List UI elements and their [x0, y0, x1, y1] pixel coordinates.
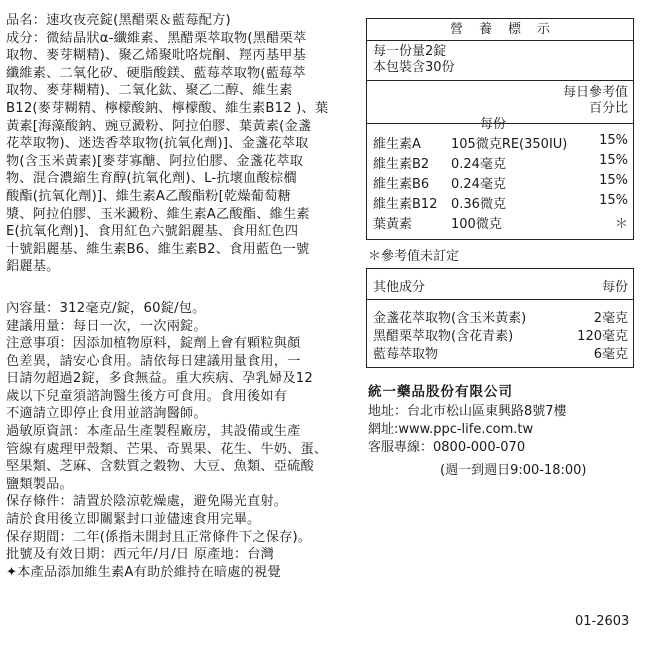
info-line: 批號及有效日期：西元年/月/日 原產地：台灣: [6, 547, 275, 563]
other-ingredient-row: [373, 325, 628, 343]
company-name: 統一藥品股份有限公司: [368, 384, 513, 400]
ingredient-line: 物、混合濃縮生育醇(抗氧化劑)、L-抗壞血酸棕櫚: [6, 171, 297, 187]
other-header-left: 其他成分: [373, 280, 426, 295]
info-line: 保存期間：二年(係指未開封且正常條件下之保存)。: [6, 529, 312, 545]
ingredient-line: 十號鋁麗基、維生素B6、維生素B2、食用藍色一號: [6, 241, 310, 257]
other-ingredient-row: [373, 343, 628, 361]
info-line: 日請勿超過2錠，多食無益。重大疾病、孕乳婦及12: [6, 371, 313, 387]
nutrient-name: 葉黃素: [373, 217, 413, 232]
nutrient-amount: 0.24毫克: [451, 157, 506, 172]
nutrient-dv: 15%: [599, 173, 628, 188]
service-hours: (週一到週日9:00-18:00): [440, 463, 587, 478]
daily-value-header-line2: 百分比: [588, 101, 628, 116]
nutrient-dv: 15%: [599, 153, 628, 168]
info-line: ✦本產品添加維生素A有助於維持在暗處的視覺: [6, 564, 281, 580]
info-line: 建議用量：每日一次，一次兩錠。: [6, 318, 207, 334]
daily-value-header: [563, 85, 628, 117]
info-line: 管線有處理甲殼類、芒果、奇異果、花生、牛奶、蛋、: [6, 441, 328, 457]
info-line: 色差異，請安心食用。請依每日建議用量食用，一: [6, 353, 301, 369]
info-line: 堅果類、芝麻、含麩質之穀物、大豆、魚類、亞硫酸: [6, 459, 314, 475]
nutrient-row: [373, 133, 628, 153]
product-label-text: [6, 12, 352, 581]
info-line: 保存條件：請置於陰涼乾燥處，避免陽光直射。: [6, 494, 288, 510]
ingredient-line: 品名：速攻夜亮錠(黑醋栗＆藍莓配方): [6, 13, 231, 28]
ingredient-line: 漿、阿拉伯膠、玉米澱粉、維生素A乙酸酯、維生素: [6, 206, 310, 222]
other-ingredients-table: [366, 268, 634, 368]
info-line: 不適請立即停止食用並諮詢醫師。: [6, 406, 207, 422]
nutrient-row: [373, 193, 628, 213]
divider: [367, 80, 633, 81]
info-line: 歲以下兒童須諮詢醫生後方可食用。食用後如有: [6, 388, 288, 404]
info-line: 鹽類製品。: [6, 476, 73, 492]
nutrient-dv: 15%: [599, 193, 628, 208]
ingredient-line: E(抗氧化劑)]、食用紅色六號鋁麗基、食用紅色四: [6, 224, 299, 240]
serving-info: [373, 44, 455, 76]
other-ingredient-amount: 6毫克: [593, 347, 628, 362]
servings-per-pack: 本包裝含30份: [373, 60, 455, 75]
daily-value-header-line1: 每日參考值: [562, 85, 628, 100]
ingredient-line: 物(含玉米黃素)[麥芽寡醣、阿拉伯膠、金盞花萃取: [6, 153, 304, 169]
other-header-right: 每份: [601, 280, 628, 295]
divider: [367, 123, 633, 124]
nutrient-amount: 100微克: [451, 217, 502, 232]
nutrient-name: 維生素A: [373, 137, 421, 152]
per-serving-header: 每份: [480, 117, 507, 132]
other-ingredients-header: [373, 276, 628, 295]
product-code: 01-2603: [575, 614, 630, 629]
nutrient-row: [373, 213, 628, 233]
company-website[interactable]: 網址:www.ppc-life.com.tw: [368, 422, 534, 437]
serving-size: 每一份量2錠: [373, 44, 447, 59]
ingredient-line: 成分：微結晶狀α-纖維素、黑醋栗萃取物(黑醋栗萃: [6, 30, 307, 46]
nutrient-name: 維生素B12: [373, 197, 438, 212]
ingredient-line: 取物、麥芽糊精)、聚乙烯聚吡咯烷酮、羥丙基甲基: [6, 48, 306, 64]
info-line: 內容量：312毫克/錠，60錠/包。: [6, 300, 206, 316]
ingredient-line: 黃素[海藻酸鈉、豌豆澱粉、阿拉伯膠、葉黃素(金盞: [6, 118, 312, 134]
company-address: 地址：台北市松山區東興路8號7樓: [368, 404, 567, 419]
ingredient-line: 鋁麗基。: [6, 259, 60, 275]
nutrient-dv: 15%: [599, 133, 628, 148]
other-ingredient-name: 金盞花萃取物(含玉米黃素): [373, 311, 527, 326]
nutrition-title: 營養標示: [367, 19, 633, 41]
nutrition-table: [366, 18, 634, 240]
info-line: 過敏原資訊：本產品生產製程廠房，其設備或生產: [6, 424, 301, 440]
nutrient-row: [373, 153, 628, 173]
other-ingredient-name: 藍莓萃取物: [373, 347, 439, 362]
ingredient-line: 纖維素、二氧化矽、硬脂酸鎂、藍莓萃取物(藍莓萃: [6, 65, 306, 81]
nutrient-amount: 105微克RE(350IU): [451, 137, 568, 152]
nutrient-amount: 0.24毫克: [451, 177, 506, 192]
nutrient-amount: 0.36微克: [451, 197, 506, 212]
other-ingredient-amount: 2毫克: [593, 311, 628, 326]
ingredient-line: 取物、麥芽糊精)、二氧化鈦、聚乙二醇、維生素: [6, 83, 293, 99]
ingredient-line: 酸酯(抗氧化劑)]、維生素A乙酸酯粉[乾燥葡萄糖: [6, 188, 291, 204]
nutrient-dv: ＊: [614, 217, 628, 232]
ingredient-line: 花萃取物)、迷迭香萃取物(抗氧化劑)]、金盞花萃取: [6, 136, 309, 152]
other-ingredient-name: 黑醋栗萃取物(含花青素): [373, 329, 514, 344]
other-ingredient-row: [373, 307, 628, 325]
other-ingredient-amount: 120毫克: [577, 329, 628, 344]
nutrient-row: [373, 173, 628, 193]
company-hotline: 客服專線：0800-000-070: [368, 440, 526, 455]
divider: [367, 299, 633, 300]
nutrient-name: 維生素B6: [373, 177, 430, 192]
info-line: 注意事項：因添加植物原料，錠劑上會有顆粒與顏: [6, 336, 301, 352]
company-info: [368, 403, 567, 457]
ingredient-line: B12(麥芽糊精、檸檬酸鈉、檸檬酸、維生素B12 )、葉: [6, 100, 329, 116]
nutrition-footnote: ＊參考值未訂定: [368, 249, 460, 264]
info-line: 請於食用後立即關緊封口並儘速食用完畢。: [6, 512, 261, 528]
nutrient-name: 維生素B2: [373, 157, 430, 172]
